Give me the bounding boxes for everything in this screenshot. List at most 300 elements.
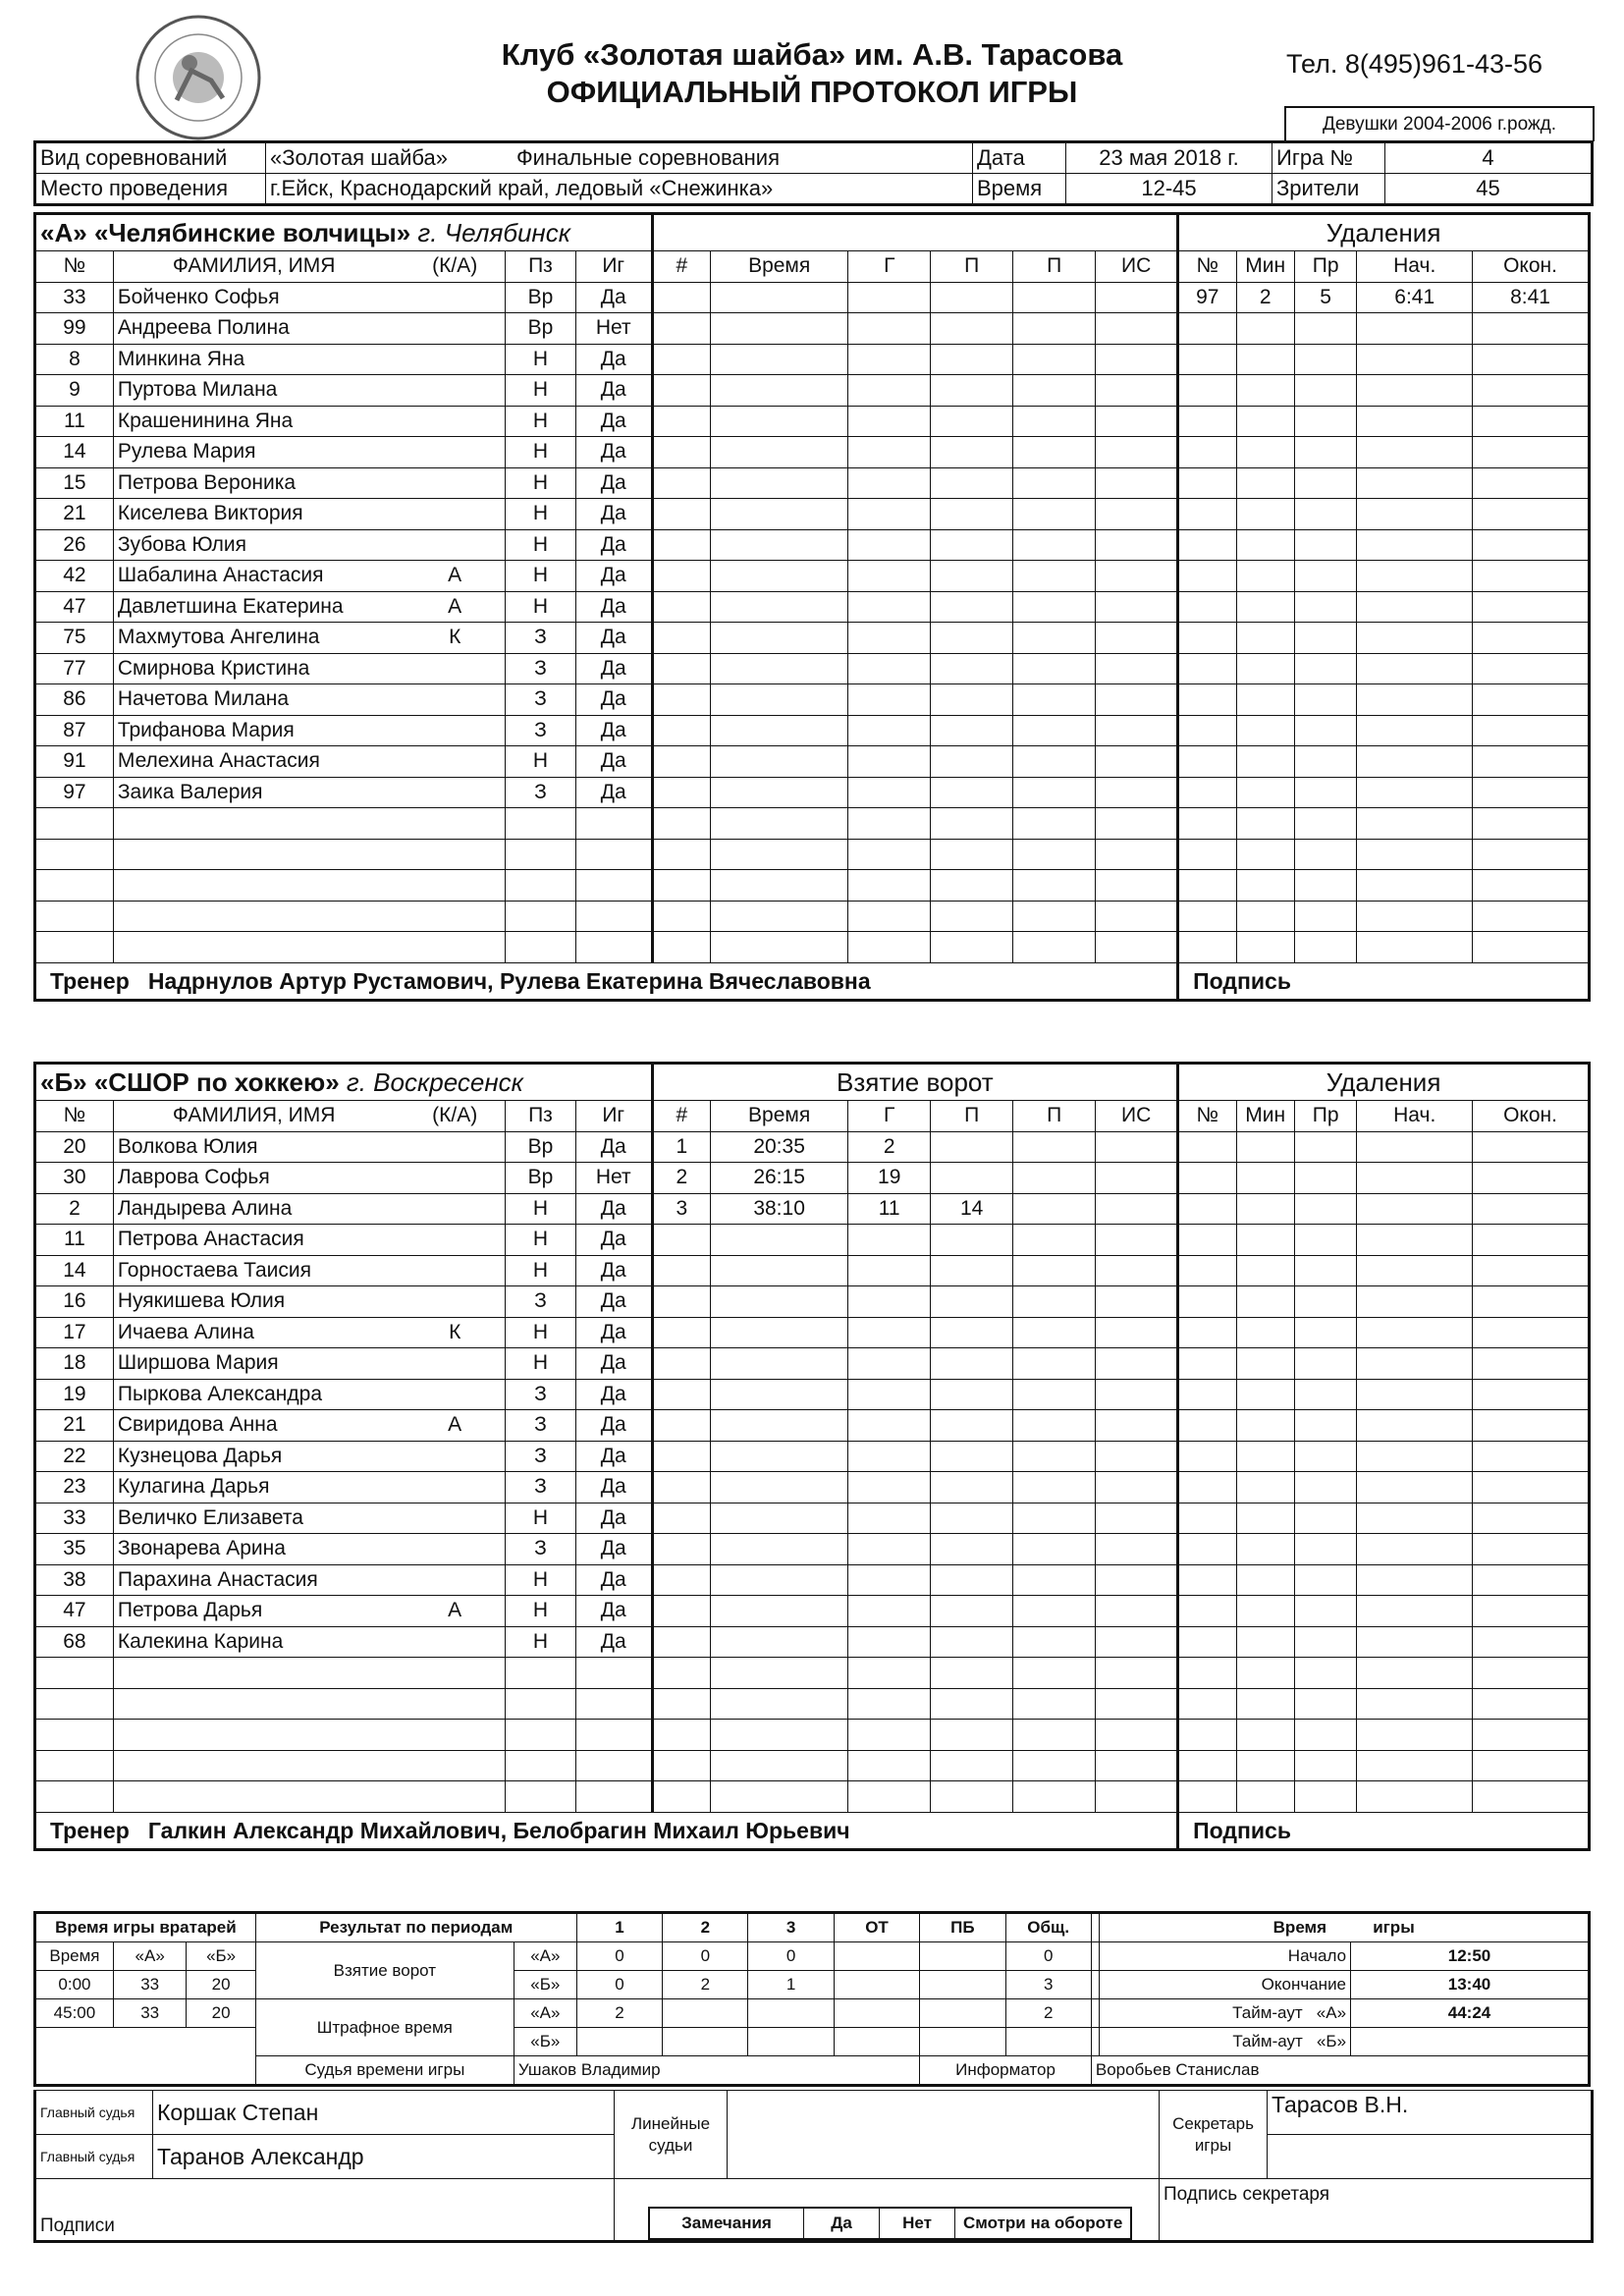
goals-section-title: Взятие ворот bbox=[652, 1064, 1178, 1101]
penalty-start bbox=[1357, 561, 1473, 592]
penalty-number bbox=[1178, 467, 1236, 499]
goalie-row-a: 33 bbox=[113, 1971, 187, 1999]
penalty-minutes bbox=[1236, 1596, 1294, 1627]
player-number: 16 bbox=[35, 1286, 114, 1318]
penalty-end bbox=[1473, 313, 1590, 345]
secretary-label: Секретарь игры bbox=[1160, 2091, 1268, 2179]
penalty-start bbox=[1357, 467, 1473, 499]
head-ref-1: Коршак Степан bbox=[153, 2091, 615, 2135]
player-number bbox=[35, 1658, 114, 1689]
player-played: Да bbox=[575, 623, 652, 654]
penalty-minutes bbox=[1236, 406, 1294, 437]
goal-scorer bbox=[848, 344, 931, 375]
penalty-minutes bbox=[1236, 1534, 1294, 1565]
penalty-reason bbox=[1294, 1410, 1356, 1442]
penalties-section-title: Удаления bbox=[1178, 214, 1590, 251]
penalty-start bbox=[1357, 437, 1473, 468]
player-role: К bbox=[405, 1317, 505, 1348]
goal-assist-1 bbox=[931, 1658, 1013, 1689]
penalty-start bbox=[1357, 1781, 1473, 1813]
goal-scorer bbox=[848, 1225, 931, 1256]
goal-scorer bbox=[848, 282, 931, 313]
penalty-number bbox=[1178, 1410, 1236, 1442]
penalty-start bbox=[1357, 746, 1473, 778]
penalty-end bbox=[1473, 406, 1590, 437]
player-number: 35 bbox=[35, 1534, 114, 1565]
penalty-minutes bbox=[1236, 1781, 1294, 1813]
goal-assist-2 bbox=[1013, 437, 1096, 468]
player-role bbox=[405, 1348, 505, 1380]
player-role: А bbox=[405, 591, 505, 623]
penalty-start bbox=[1357, 1131, 1473, 1163]
player-name bbox=[113, 1781, 405, 1813]
player-played: Нет bbox=[575, 313, 652, 345]
player-row bbox=[35, 437, 1590, 468]
player-name: Звонарева Арина bbox=[113, 1534, 405, 1565]
player-played: Да bbox=[575, 777, 652, 808]
penalty-minutes bbox=[1236, 623, 1294, 654]
penalty-number bbox=[1178, 344, 1236, 375]
player-played: Да bbox=[575, 499, 652, 530]
goal-assist-1 bbox=[931, 1348, 1013, 1380]
player-name: Смирнова Кристина bbox=[113, 653, 405, 684]
player-position: З bbox=[506, 1534, 576, 1565]
col-goal-g-header: Г bbox=[848, 251, 931, 283]
penalty-number bbox=[1178, 1193, 1236, 1225]
penalty-reason bbox=[1294, 808, 1356, 840]
goal-time bbox=[711, 313, 848, 345]
goal-assist-1 bbox=[931, 561, 1013, 592]
pim-a-cell bbox=[834, 1999, 919, 2028]
goal-time bbox=[710, 1410, 847, 1442]
penalty-number bbox=[1178, 529, 1236, 561]
competition-label: Вид соревнований bbox=[35, 142, 266, 174]
player-number: 26 bbox=[35, 529, 114, 561]
player-number: 20 bbox=[35, 1131, 114, 1163]
penalty-minutes bbox=[1236, 901, 1294, 932]
goals-a-cell bbox=[920, 1942, 1005, 1971]
player-position: Вр bbox=[506, 1131, 576, 1163]
player-number: 11 bbox=[35, 406, 114, 437]
player-played: Да bbox=[575, 437, 652, 468]
goal-situation bbox=[1096, 1225, 1178, 1256]
goal-time bbox=[710, 1720, 847, 1751]
player-played bbox=[575, 1750, 652, 1781]
goal-assist-2 bbox=[1013, 467, 1096, 499]
goal-number bbox=[652, 684, 710, 716]
goal-scorer bbox=[848, 467, 931, 499]
goal-scorer bbox=[848, 932, 931, 963]
player-position: З bbox=[506, 1410, 576, 1442]
goal-assist-1 bbox=[931, 1379, 1013, 1410]
col-pen-min-header: Мин bbox=[1236, 1101, 1294, 1132]
goal-assist-2 bbox=[1013, 1626, 1096, 1658]
penalty-minutes bbox=[1236, 1286, 1294, 1318]
penalty-minutes bbox=[1236, 313, 1294, 345]
player-role bbox=[405, 1286, 505, 1318]
remarks-box bbox=[648, 2207, 1132, 2240]
goal-assist-2 bbox=[1013, 561, 1096, 592]
goal-assist-1 bbox=[931, 1163, 1013, 1194]
goal-time bbox=[711, 839, 848, 870]
player-position bbox=[506, 1688, 576, 1720]
player-number: 18 bbox=[35, 1348, 114, 1380]
goal-assist-1 bbox=[931, 1750, 1013, 1781]
penalty-reason bbox=[1294, 406, 1356, 437]
player-row bbox=[35, 375, 1590, 407]
penalty-number bbox=[1178, 561, 1236, 592]
goal-time bbox=[711, 437, 848, 468]
goal-assist-2 bbox=[1013, 839, 1096, 870]
player-position: Н bbox=[506, 1596, 576, 1627]
goal-time bbox=[711, 684, 848, 716]
signature-label: Подпись bbox=[1178, 1812, 1590, 1849]
title-club: Клуб «Золотая шайба» им. А.В. Тарасова bbox=[501, 37, 1123, 72]
penalty-start bbox=[1357, 1317, 1473, 1348]
player-name: Кулагина Дарья bbox=[113, 1472, 405, 1503]
goal-scorer bbox=[848, 1348, 931, 1380]
goal-situation bbox=[1096, 623, 1178, 654]
goal-time bbox=[710, 1626, 847, 1658]
timekeeper-label: Судья времени игры bbox=[255, 2056, 514, 2086]
date-label: Дата bbox=[973, 142, 1066, 174]
goal-assist-1 bbox=[931, 1131, 1013, 1163]
goalie-row-b: 20 bbox=[187, 1999, 255, 2028]
goal-situation bbox=[1096, 499, 1178, 530]
penalty-minutes bbox=[1236, 375, 1294, 407]
period-2-header: 2 bbox=[663, 1913, 748, 1942]
goal-number bbox=[652, 1750, 710, 1781]
goal-situation bbox=[1096, 313, 1178, 345]
player-row bbox=[35, 623, 1590, 654]
goal-situation bbox=[1096, 375, 1178, 407]
player-position: Н bbox=[506, 406, 576, 437]
team-name: «Челябинские волчицы» bbox=[93, 218, 411, 247]
goal-scorer bbox=[848, 623, 931, 654]
coach-names: Надрнулов Артур Рустамович, Рулева Екатерина Вячеславовна bbox=[147, 967, 871, 994]
penalty-number bbox=[1178, 1626, 1236, 1658]
goal-scorer bbox=[848, 684, 931, 716]
goal-situation bbox=[1096, 1750, 1178, 1781]
penalty-minutes bbox=[1236, 653, 1294, 684]
penalty-end bbox=[1473, 529, 1590, 561]
penalty-reason bbox=[1294, 1503, 1356, 1534]
col-pen-reason-header: Пр bbox=[1294, 1101, 1356, 1132]
player-played: Да bbox=[575, 467, 652, 499]
player-role bbox=[405, 1534, 505, 1565]
player-position: Н bbox=[506, 1193, 576, 1225]
penalty-reason bbox=[1294, 1379, 1356, 1410]
goal-time bbox=[711, 282, 848, 313]
goal-assist-1 bbox=[931, 901, 1013, 932]
player-row bbox=[35, 653, 1590, 684]
goal-number bbox=[652, 1626, 710, 1658]
player-name: Ичаева Алина bbox=[113, 1317, 405, 1348]
team-city: г. Воскресенск bbox=[346, 1067, 523, 1097]
penalty-reason bbox=[1294, 901, 1356, 932]
player-number: 30 bbox=[35, 1163, 114, 1194]
penalty-start bbox=[1357, 1193, 1473, 1225]
goal-number bbox=[652, 1472, 710, 1503]
player-played: Нет bbox=[575, 1163, 652, 1194]
goal-assist-2 bbox=[1013, 1410, 1096, 1442]
penalty-reason bbox=[1294, 591, 1356, 623]
goal-assist-2 bbox=[1013, 1379, 1096, 1410]
goals-a-cell: 0 bbox=[663, 1942, 748, 1971]
player-role bbox=[405, 746, 505, 778]
player-role bbox=[405, 1503, 505, 1534]
penalty-start bbox=[1357, 684, 1473, 716]
goal-assist-1 bbox=[931, 282, 1013, 313]
remarks-yes[interactable]: Да bbox=[804, 2208, 880, 2239]
player-played: Да bbox=[575, 1626, 652, 1658]
goal-assist-2 bbox=[1013, 1193, 1096, 1225]
penalty-reason bbox=[1294, 932, 1356, 963]
player-played: Да bbox=[575, 1225, 652, 1256]
team-name: «СШОР по хоккею» bbox=[93, 1067, 340, 1097]
goal-number bbox=[652, 561, 710, 592]
start-value: 12:50 bbox=[1351, 1942, 1590, 1971]
goalie-row-time: 45:00 bbox=[35, 1999, 114, 2028]
penalty-minutes bbox=[1236, 591, 1294, 623]
penalties-section-title: Удаления bbox=[1178, 1064, 1590, 1101]
coach-label: Тренер bbox=[50, 967, 130, 994]
player-number: 77 bbox=[35, 653, 114, 684]
goal-scorer bbox=[848, 746, 931, 778]
player-name: Горностаева Таисия bbox=[113, 1255, 405, 1286]
player-role bbox=[405, 1163, 505, 1194]
goal-scorer bbox=[848, 561, 931, 592]
goal-number bbox=[652, 932, 710, 963]
penalty-number bbox=[1178, 777, 1236, 808]
goal-scorer bbox=[848, 653, 931, 684]
goal-situation bbox=[1096, 839, 1178, 870]
player-name: Киселева Виктория bbox=[113, 499, 405, 530]
spectators-label: Зрители bbox=[1272, 174, 1385, 205]
player-role: К bbox=[405, 623, 505, 654]
penalty-number bbox=[1178, 313, 1236, 345]
player-name bbox=[113, 932, 405, 963]
penalty-end bbox=[1473, 1472, 1590, 1503]
goal-scorer bbox=[848, 1472, 931, 1503]
penalty-minutes bbox=[1236, 1131, 1294, 1163]
col-goal-p1-header: П bbox=[931, 1101, 1013, 1132]
goal-situation bbox=[1096, 653, 1178, 684]
goal-scorer bbox=[848, 1564, 931, 1596]
player-position: Н bbox=[506, 1317, 576, 1348]
player-number: 15 bbox=[35, 467, 114, 499]
goal-scorer bbox=[848, 870, 931, 902]
goal-situation bbox=[1096, 1596, 1178, 1627]
penalty-reason bbox=[1294, 653, 1356, 684]
goal-time: 38:10 bbox=[710, 1193, 847, 1225]
goal-scorer bbox=[848, 375, 931, 407]
total-header: Общ. bbox=[1005, 1913, 1091, 1942]
player-played bbox=[575, 1658, 652, 1689]
game-time-title: Время игры bbox=[1100, 1913, 1590, 1942]
remarks-no[interactable]: Нет bbox=[880, 2208, 955, 2239]
penalty-end bbox=[1473, 1750, 1590, 1781]
penalty-end bbox=[1473, 808, 1590, 840]
penalty-end bbox=[1473, 1286, 1590, 1318]
goal-situation bbox=[1096, 777, 1178, 808]
goal-number bbox=[652, 1225, 710, 1256]
col-name-label: ФАМИЛИЯ, ИМЯ bbox=[172, 254, 336, 278]
goals-b-cell bbox=[920, 1971, 1005, 1999]
player-row bbox=[35, 1131, 1590, 1163]
player-name: Пуртова Милана bbox=[113, 375, 405, 407]
penalty-reason bbox=[1294, 437, 1356, 468]
penalty-start bbox=[1357, 839, 1473, 870]
player-role: А bbox=[405, 1410, 505, 1442]
player-position bbox=[506, 901, 576, 932]
team-title bbox=[35, 1064, 653, 1101]
player-number bbox=[35, 839, 114, 870]
goal-number bbox=[652, 1781, 710, 1813]
goal-time bbox=[710, 1503, 847, 1534]
penalty-end bbox=[1473, 1534, 1590, 1565]
player-role bbox=[405, 715, 505, 746]
player-name bbox=[113, 808, 405, 840]
goal-number bbox=[652, 1564, 710, 1596]
penalty-reason bbox=[1294, 1441, 1356, 1472]
player-name: Андреева Полина bbox=[113, 313, 405, 345]
penalty-reason bbox=[1294, 1163, 1356, 1194]
penalty-number bbox=[1178, 1348, 1236, 1380]
goal-situation bbox=[1096, 1720, 1178, 1751]
title-protocol: ОФИЦИАЛЬНЫЙ ПРОТОКОЛ ИГРЫ bbox=[546, 75, 1078, 109]
goal-situation bbox=[1096, 1503, 1178, 1534]
goal-scorer bbox=[848, 1379, 931, 1410]
player-played bbox=[575, 1688, 652, 1720]
penalty-minutes bbox=[1236, 1720, 1294, 1751]
penalty-start bbox=[1357, 1720, 1473, 1751]
player-row bbox=[35, 746, 1590, 778]
goal-assist-2 bbox=[1013, 1564, 1096, 1596]
goal-number bbox=[652, 499, 710, 530]
col-num-header: № bbox=[35, 251, 114, 283]
goal-situation bbox=[1096, 746, 1178, 778]
penalty-number bbox=[1178, 684, 1236, 716]
penalty-number: 97 bbox=[1178, 282, 1236, 313]
goal-time bbox=[710, 1596, 847, 1627]
penalty-minutes bbox=[1236, 1410, 1294, 1442]
goal-scorer bbox=[848, 313, 931, 345]
player-row bbox=[35, 1750, 1590, 1781]
goalie-a-label: «А» bbox=[113, 1942, 187, 1971]
penalty-minutes bbox=[1236, 1225, 1294, 1256]
player-name: Свиридова Анна bbox=[113, 1410, 405, 1442]
penalty-minutes bbox=[1236, 746, 1294, 778]
penalty-minutes bbox=[1236, 1472, 1294, 1503]
player-role bbox=[405, 1626, 505, 1658]
pim-team-a-tag: «А» bbox=[514, 1999, 576, 2028]
player-position: Н bbox=[506, 375, 576, 407]
goal-number bbox=[652, 1658, 710, 1689]
goal-situation bbox=[1096, 1441, 1178, 1472]
penalty-number bbox=[1178, 1441, 1236, 1472]
penalty-start bbox=[1357, 1596, 1473, 1627]
goal-assist-1 bbox=[931, 467, 1013, 499]
penalty-minutes bbox=[1236, 1163, 1294, 1194]
pim-b-cell bbox=[748, 2028, 834, 2056]
pim-b-cell bbox=[834, 2028, 919, 2056]
goal-assist-1 bbox=[931, 1286, 1013, 1318]
secretary-sign-label: Подпись секретаря bbox=[1160, 2179, 1593, 2242]
player-position: Н bbox=[506, 1564, 576, 1596]
goals-b-cell: 0 bbox=[576, 1971, 662, 1999]
penalty-start bbox=[1357, 653, 1473, 684]
goal-assist-2 bbox=[1013, 529, 1096, 561]
col-played-header: Иг bbox=[575, 1101, 652, 1132]
player-row bbox=[35, 1193, 1590, 1225]
player-role bbox=[405, 839, 505, 870]
goal-scorer bbox=[848, 1596, 931, 1627]
player-played: Да bbox=[575, 1193, 652, 1225]
penalty-minutes bbox=[1236, 1255, 1294, 1286]
goal-number bbox=[652, 1379, 710, 1410]
penalty-end bbox=[1473, 1193, 1590, 1225]
penalty-reason bbox=[1294, 1255, 1356, 1286]
player-name: Давлетшина Екатерина bbox=[113, 591, 405, 623]
penalty-number bbox=[1178, 1503, 1236, 1534]
goal-assist-1 bbox=[931, 1626, 1013, 1658]
goal-assist-1 bbox=[931, 1441, 1013, 1472]
player-role bbox=[405, 1193, 505, 1225]
player-role bbox=[405, 1658, 505, 1689]
goal-scorer: 19 bbox=[848, 1163, 931, 1194]
goal-assist-1 bbox=[931, 932, 1013, 963]
player-row bbox=[35, 406, 1590, 437]
player-role bbox=[405, 1379, 505, 1410]
player-position: З bbox=[506, 777, 576, 808]
goal-scorer bbox=[848, 1286, 931, 1318]
remarks-see-reverse[interactable]: Смотри на обороте bbox=[955, 2208, 1132, 2239]
penalty-start bbox=[1357, 808, 1473, 840]
pim-a-cell: 2 bbox=[576, 1999, 662, 2028]
player-role bbox=[405, 1781, 505, 1813]
goal-assist-2 bbox=[1013, 932, 1096, 963]
spectators-value: 45 bbox=[1385, 174, 1593, 205]
player-name: Трифанова Мария bbox=[113, 715, 405, 746]
penalty-minutes: 2 bbox=[1236, 282, 1294, 313]
penalty-start bbox=[1357, 1534, 1473, 1565]
goal-assist-1 bbox=[931, 1255, 1013, 1286]
player-played: Да bbox=[575, 1317, 652, 1348]
goal-number bbox=[652, 1534, 710, 1565]
penalty-minutes bbox=[1236, 839, 1294, 870]
goal-assist-1 bbox=[931, 1688, 1013, 1720]
penalty-end bbox=[1473, 499, 1590, 530]
penalty-number bbox=[1178, 1658, 1236, 1689]
goal-scorer bbox=[848, 839, 931, 870]
goal-assist-2 bbox=[1013, 901, 1096, 932]
player-played: Да bbox=[575, 1534, 652, 1565]
penalty-start bbox=[1357, 1225, 1473, 1256]
goal-time bbox=[711, 653, 848, 684]
penalty-start bbox=[1357, 1658, 1473, 1689]
player-name bbox=[113, 1658, 405, 1689]
penalty-minutes bbox=[1236, 529, 1294, 561]
goal-assist-2 bbox=[1013, 653, 1096, 684]
penalty-number bbox=[1178, 591, 1236, 623]
goals-a-cell: 0 bbox=[748, 1942, 834, 1971]
player-name: Махмутова Ангелина bbox=[113, 623, 405, 654]
player-position: З bbox=[506, 715, 576, 746]
player-position: З bbox=[506, 684, 576, 716]
goals-b-cell bbox=[834, 1971, 919, 1999]
end-label: Окончание bbox=[1100, 1971, 1351, 1999]
